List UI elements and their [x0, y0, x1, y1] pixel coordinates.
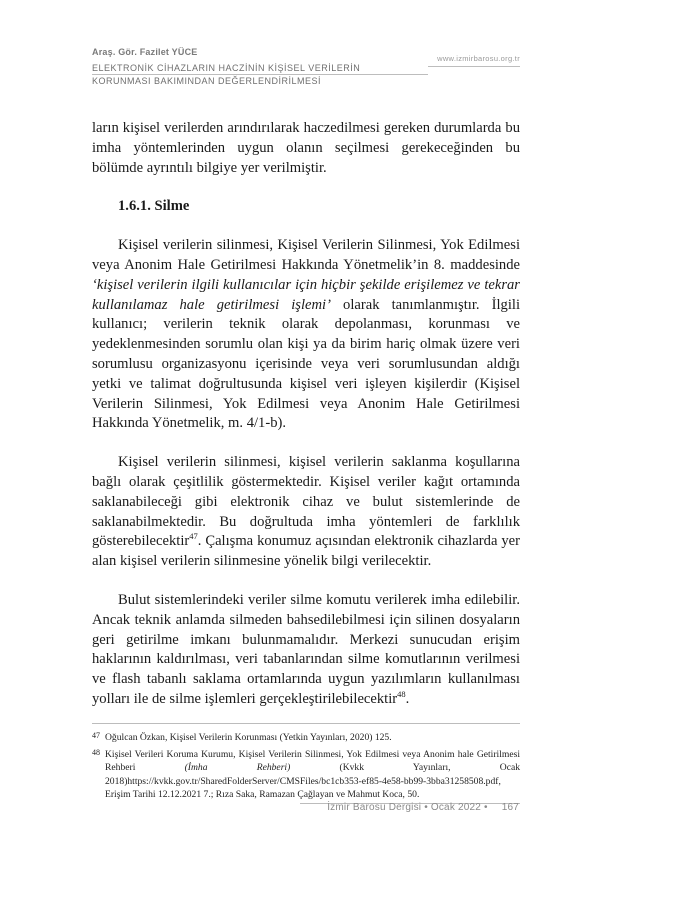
regulation-quote: ‘kişisel verilerin ilgili kullanıcılar için hiçbir şekilde erişilemez ve tekrar kullanılamaz hale getirilmesi işlemi’	[92, 276, 520, 313]
section-heading: 1.6.1. Silme	[118, 198, 190, 215]
header-title-line-1: ELEKTRONİK CİHAZLARIN HACZİNİN KİŞİSEL VERİLERİN	[92, 63, 361, 73]
footer-journal: İzmir Barosu Dergisi • Ocak 2022 •	[327, 802, 488, 813]
footnote-text: Oğulcan Özkan, Kişisel Verilerin Korunması (Yetkin Yayınları, 2020) 125.	[105, 732, 392, 743]
footnote-48	[92, 748, 520, 802]
page-number: 167	[501, 802, 519, 813]
paragraph-continued: ların kişisel verilerden arındırılarak haczedilmesi gereken durumlarda bu imha yöntemlerinden uygun olanın seçilmesi gerekeceğinden bu bölümde ayrıntılı bilgiye yer verilmiştir.	[92, 120, 520, 176]
paragraph-silme-definition: Kişisel verilerin silinmesi, Kişisel Verilerin Silinmesi, Yok Edilmesi veya Anonim Hale Getirilmesi Hakkında Yönetmelik’in 8. maddesinde ‘kişisel verilerin ilgili kullanıcılar için hiçbir şekilde erişilemez ve tekrar kullanılamaz hale getirilmesi işlemi’ olarak tanımlanmıştır. İlgili kullanıcı; verilerin teknik olarak depolanması, korunması ve yedeklenmesinden sorumlu olan kişi ya da birim hariç olmak üzere veri sorumlusu organizasyonu içerisinde veya veri sorumlusundan aldığı yetki ve talimat doğrultusunda kişisel veri işleyen kişilerdir (Kişisel Verilerin Silinmesi, Yok Edilmesi veya Anonim Hale Getirilmesi Hakkında Yönetmelik, m. 4/1-b).	[92, 237, 520, 432]
footnote-ref-48: 48	[397, 688, 406, 699]
body-text	[92, 119, 520, 710]
footnote-ref-47: 47	[189, 531, 198, 542]
header-rule-left	[92, 74, 428, 75]
header-author: Araş. Gör. Fazilet YÜCE	[92, 47, 198, 57]
page-footer	[327, 802, 519, 813]
footnote-rule	[92, 723, 520, 724]
header-rule-right	[428, 66, 520, 67]
footnote-text: Kişisel Verileri Koruma Kurumu, Kişisel Verilerin Silinmesi, Yok Edilmesi veya Anonim hale Getirilmesi Rehberi (İmha Rehberi) (Kvkk Yayınları, Ocak 2018)https://kvkk.gov.tr/SharedFolderServer/CMSFiles/bc1cb353-ef85-4e58-bb99-3bba31258508.pdf, Erişim Tarihi 12.12.2021 7.; Rıza Saka, Ramazan Çağlayan ve Mahmut Koca, 50.	[105, 749, 521, 801]
header-website: www.izmirbarosu.org.tr	[437, 54, 520, 63]
paragraph-cloud-systems: Bulut sistemlerindeki veriler silme komutu verilerek imha edilebilir. Ancak teknik anlamda silmeden bahsedilebilmesi için silinen dosyaların geri getirilme imkanı bulunmamalıdır. Merkezi sunucudan erişim haklarının kaldırılması, veri tabanlarından silme komutlarının verilmesi ve flash tabanlı saklama ortamlarında uygun yazılımların kullanılması yolları ile de silme işlemleri gerçekleştirilebilecektir$^{48}$.	[92, 591, 520, 707]
header-title-line-2: KORUNMASI BAKIMINDAN DEĞERLENDİRİLMESİ	[92, 76, 322, 86]
footnote-47	[92, 731, 520, 744]
paragraph-storage-conditions: Kişisel verilerin silinmesi, kişisel verilerin saklanma koşullarına bağlı olarak çeşitlilik göstermektedir. Kişisel veriler kağıt ortamında saklanabileceği gibi elektronik cihaz ve bulut sistemlerinde de saklanabilmektedir. Bu doğrultuda imha yöntemleri de farklılık gösterebilecektir$^{47}$. Çalışma konumuz açısından elektronik cihazlarda yer alan kişisel verilerin silinmesine yönelik bilgi verilecektir.	[92, 454, 520, 570]
footnote-number: 47	[92, 731, 100, 740]
header-article-title	[92, 62, 360, 88]
footnote-number: 48	[92, 748, 100, 757]
